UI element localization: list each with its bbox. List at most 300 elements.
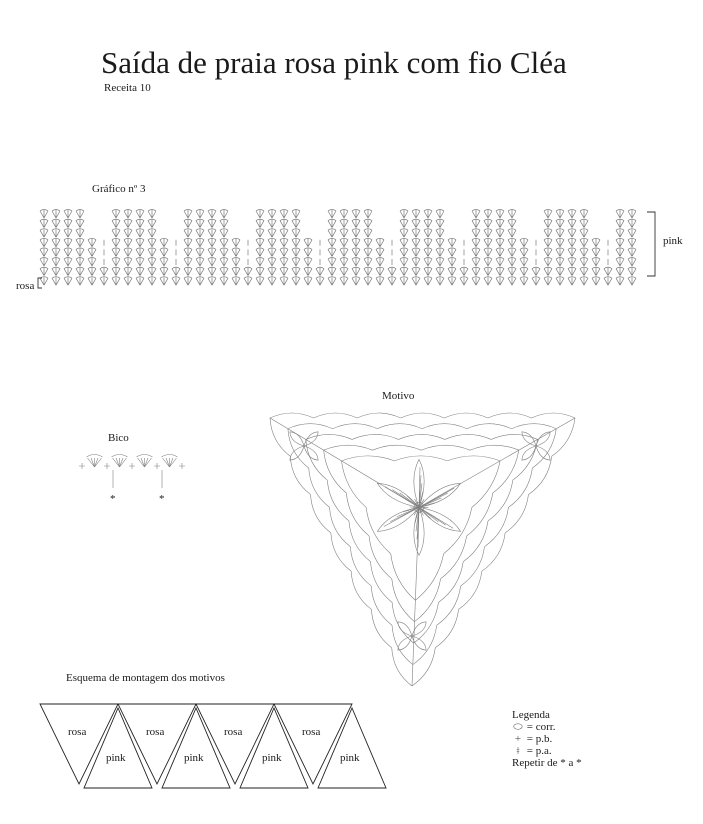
assembly-triangle-down-1 [84, 708, 152, 788]
shell-stitch-mark [184, 238, 192, 247]
shell-stitch-mark [196, 219, 204, 228]
shell-stitch-mark [40, 210, 48, 219]
shell-stitch-mark [220, 238, 228, 247]
shell-stitch-mark [484, 267, 492, 276]
shell-stitch-mark [76, 248, 84, 257]
shell-stitch-mark [112, 277, 120, 286]
shell-stitch-mark [400, 210, 408, 219]
shell-stitch-mark [484, 277, 492, 286]
shell-stitch-mark [196, 248, 204, 257]
chain-arc [422, 424, 467, 429]
shell-stitch-mark [316, 277, 324, 286]
shell-stitch-mark [556, 238, 564, 247]
shell-stitch-mark [616, 248, 624, 257]
shell-stitch-mark [304, 248, 312, 257]
chain-arc [491, 434, 537, 439]
shell-stitch-mark [568, 258, 576, 267]
shell-stitch-mark [148, 210, 156, 219]
shell-stitch-mark [208, 248, 216, 257]
chart-heading: Gráfico nº 3 [92, 183, 146, 195]
shell-stitch-mark [484, 248, 492, 257]
shell-stitch-mark [232, 238, 240, 247]
shell-stitch-mark [52, 219, 60, 228]
shell-stitch-mark [508, 219, 516, 228]
legend-title: Legenda [512, 709, 550, 721]
chain-arc [372, 445, 421, 450]
chain-arc [270, 413, 314, 418]
shell-stitch-mark [424, 238, 432, 247]
shell-stitch-mark [496, 277, 504, 286]
edging-diagram [79, 455, 185, 489]
shell-stitch-mark [412, 238, 420, 247]
shell-stitch-mark [88, 238, 96, 247]
pink-bracket-label: pink [663, 235, 683, 247]
radial-chain-line [419, 418, 575, 507]
shell-stitch-mark [520, 277, 528, 286]
shell-stitch-mark [412, 258, 420, 267]
shell-stitch-mark [376, 248, 384, 257]
shell-stitch-mark [40, 258, 48, 267]
shell-stitch-mark [436, 238, 444, 247]
shell-stitch-mark [184, 248, 192, 257]
shell-stitch-mark [544, 258, 552, 267]
shell-stitch-mark [436, 267, 444, 276]
chain-arc [392, 579, 415, 622]
shell-stitch-mark [76, 210, 84, 219]
chain-arc [352, 434, 398, 439]
fan-stitch-stroke [95, 458, 99, 467]
chain-arc [330, 507, 351, 546]
shell-stitch-mark [64, 229, 72, 238]
fan-stitch-stroke [170, 458, 174, 467]
shell-stitch-mark [268, 229, 276, 238]
shell-stitch-mark [292, 277, 300, 286]
shell-stitch-mark [136, 219, 144, 228]
single-crochet-mark [104, 463, 110, 469]
shell-stitch-mark [328, 210, 336, 219]
shell-stitch-mark [256, 248, 264, 257]
shell-stitch-mark [136, 229, 144, 238]
shell-stitch-mark [112, 238, 120, 247]
shell-stitch-mark [292, 248, 300, 257]
shell-stitch-mark [64, 210, 72, 219]
shell-stitch-mark [352, 267, 360, 276]
shell-stitch-mark [628, 258, 636, 267]
shell-stitch-mark [64, 238, 72, 247]
shell-stitch-mark [112, 229, 120, 238]
fan-top-arc [162, 455, 178, 458]
assembly-label-rosa-1: rosa [68, 726, 87, 738]
shell-stitch-mark [508, 258, 516, 267]
chain-arc [444, 413, 488, 418]
assembly-heading: Esquema de montagem dos motivos [66, 672, 225, 684]
shell-stitch-mark [364, 258, 372, 267]
shell-stitch-mark [496, 248, 504, 257]
shell-stitch-mark [592, 248, 600, 257]
shell-stitch-mark [532, 277, 540, 286]
shell-stitch-mark [184, 258, 192, 267]
shell-stitch-mark [400, 258, 408, 267]
fan-stitch-stroke [113, 458, 120, 467]
shell-stitch-mark [364, 229, 372, 238]
shell-stitch-mark [340, 229, 348, 238]
shell-stitch-mark [112, 267, 120, 276]
page-title: Saída de praia rosa pink com fio Cléa [101, 45, 567, 80]
shell-stitch-mark [184, 219, 192, 228]
shell-stitch-mark [568, 210, 576, 219]
chain-arc [333, 424, 378, 429]
legend [512, 709, 582, 769]
shell-stitch-mark [556, 267, 564, 276]
fan-stitch-stroke [138, 458, 145, 467]
shell-stitch-mark [508, 267, 516, 276]
shell-stitch-mark [448, 267, 456, 276]
shell-stitch-mark [568, 267, 576, 276]
shell-stitch-mark [436, 258, 444, 267]
shell-stitch-mark [616, 210, 624, 219]
shell-stitch-mark [52, 229, 60, 238]
chain-arc [311, 495, 331, 533]
shell-stitch-mark [112, 258, 120, 267]
shell-stitch-mark [88, 267, 96, 276]
fan-stitch-stroke [95, 458, 102, 467]
chain-arc [342, 461, 367, 507]
shell-stitch-mark [292, 210, 300, 219]
chain-arc [467, 424, 512, 429]
shell-stitch-mark [220, 277, 228, 286]
shell-stitch-mark [496, 210, 504, 219]
shell-stitch-mark [256, 258, 264, 267]
shell-stitch-mark [148, 219, 156, 228]
shell-stitch-mark [196, 277, 204, 286]
shell-stitch-mark [580, 258, 588, 267]
assembly-scheme [40, 704, 386, 788]
shell-stitch-mark [508, 277, 516, 286]
shell-stitch-mark [124, 248, 132, 257]
fan-stitch-stroke [91, 458, 95, 467]
shell-stitch-mark [280, 219, 288, 228]
shell-stitch-mark [364, 238, 372, 247]
shell-stitch-mark [244, 277, 252, 286]
chain-arc [438, 562, 463, 603]
shell-stitch-mark [604, 267, 612, 276]
shell-stitch-mark [544, 219, 552, 228]
shell-stitch-mark [568, 277, 576, 286]
shell-stitch-mark [484, 238, 492, 247]
chain-arc [401, 413, 445, 418]
shell-stitch-mark [508, 229, 516, 238]
shell-stitch-mark [76, 238, 84, 247]
chain-arc [441, 536, 467, 579]
shell-stitch-mark [40, 229, 48, 238]
shell-stitch-mark [136, 277, 144, 286]
corner-flower-petal [398, 636, 412, 650]
rosa-bracket [38, 278, 42, 288]
shell-stitch-mark [280, 229, 288, 238]
chain-arc [346, 493, 369, 536]
shell-stitch-mark [148, 229, 156, 238]
shell-stitch-mark [592, 258, 600, 267]
shell-stitch-mark [556, 229, 564, 238]
shell-stitch-mark [448, 238, 456, 247]
shell-stitch-mark [112, 248, 120, 257]
shell-stitch-mark [268, 258, 276, 267]
assembly-label-pink-4: pink [340, 752, 360, 764]
shell-stitch-mark [256, 238, 264, 247]
shell-stitch-mark [136, 248, 144, 257]
shell-stitch-mark [400, 229, 408, 238]
shell-stitch-mark [160, 267, 168, 276]
shell-stitch-mark [568, 219, 576, 228]
chain-arc [290, 456, 310, 494]
motif-triangle-diagram [270, 413, 575, 686]
shell-stitch-mark [508, 238, 516, 247]
shell-stitch-mark [172, 267, 180, 276]
shell-stitch-mark [424, 267, 432, 276]
chain-arc [288, 424, 333, 429]
shell-stitch-mark [208, 267, 216, 276]
shell-stitch-mark [616, 277, 624, 286]
chain-arc [357, 413, 401, 418]
shell-stitch-mark [124, 258, 132, 267]
shell-stitch-mark [328, 219, 336, 228]
chain-arc [398, 434, 444, 439]
shell-stitch-mark [628, 210, 636, 219]
shell-stitch-mark [628, 248, 636, 257]
shell-stitch-mark [52, 238, 60, 247]
shell-stitch-mark [76, 219, 84, 228]
shell-stitch-mark [160, 248, 168, 257]
shell-stitch-mark [268, 248, 276, 257]
shell-stitch-mark [268, 238, 276, 247]
shell-stitch-mark [520, 267, 528, 276]
shell-stitch-mark [616, 229, 624, 238]
shell-stitch-mark [328, 229, 336, 238]
shell-stitch-mark [460, 267, 468, 276]
shell-stitch-mark [292, 238, 300, 247]
shell-stitch-mark [256, 277, 264, 286]
double-crochet-icon: ǂ [516, 745, 520, 757]
shell-stitch-mark [88, 277, 96, 286]
shell-stitch-mark [352, 238, 360, 247]
shell-stitch-mark [556, 258, 564, 267]
shell-stitch-mark [568, 248, 576, 257]
shell-stitch-mark [256, 219, 264, 228]
shell-stitch-mark [292, 258, 300, 267]
shell-stitch-mark [472, 267, 480, 276]
shell-stitch-mark [304, 267, 312, 276]
shell-stitch-mark [184, 210, 192, 219]
shell-stitch-mark [340, 267, 348, 276]
fan-stitch-stroke [120, 458, 127, 467]
shell-stitch-mark [364, 267, 372, 276]
shell-stitch-mark [472, 219, 480, 228]
chain-oval-icon: ⬭ [513, 721, 523, 733]
shell-stitch-mark [508, 210, 516, 219]
shell-stitch-mark [172, 277, 180, 286]
chain-arc [324, 445, 373, 450]
chain-arc [532, 429, 556, 468]
shell-stitch-mark [340, 248, 348, 257]
legend-repeat-note: Repetir de * a * [512, 757, 582, 769]
chain-arc [470, 445, 519, 450]
shell-stitch-mark [208, 258, 216, 267]
shell-stitch-mark [328, 277, 336, 286]
shell-stitch-mark [292, 267, 300, 276]
chain-arc [415, 579, 441, 622]
chain-arc [306, 434, 352, 439]
shell-stitch-mark [136, 258, 144, 267]
shell-stitch-mark [64, 219, 72, 228]
shell-stitch-mark [472, 229, 480, 238]
shell-stitch-mark [184, 277, 192, 286]
shell-stitch-mark [400, 277, 408, 286]
shell-stitch-mark [436, 210, 444, 219]
shell-stitch-mark [364, 219, 372, 228]
shell-stitch-mark [52, 210, 60, 219]
shell-stitch-mark [88, 258, 96, 267]
shell-stitch-mark [40, 219, 48, 228]
shell-stitch-mark [124, 210, 132, 219]
shell-stitch-mark [124, 277, 132, 286]
shell-stitch-mark [280, 267, 288, 276]
shell-stitch-mark [580, 238, 588, 247]
shell-stitch-mark [268, 210, 276, 219]
shell-stitch-mark [376, 258, 384, 267]
shell-stitch-mark [424, 248, 432, 257]
shell-stitch-mark [448, 248, 456, 257]
shell-stitch-mark [424, 277, 432, 286]
shell-stitch-mark [532, 267, 540, 276]
shell-stitch-mark [136, 238, 144, 247]
shell-stitch-mark [352, 277, 360, 286]
chain-arc [467, 493, 493, 536]
shell-stitch-mark [424, 219, 432, 228]
recipe-subtitle: Receita 10 [104, 82, 151, 94]
shell-stitch-mark [328, 238, 336, 247]
corner-flower-petal [522, 432, 536, 446]
shell-stitch-mark [52, 258, 60, 267]
shell-stitch-mark [232, 258, 240, 267]
chain-arc [391, 554, 416, 600]
legend-item-label: = p.b. [526, 733, 553, 745]
fan-stitch-stroke [145, 458, 149, 467]
corner-flower-petal [304, 446, 318, 460]
shell-stitch-mark [388, 277, 396, 286]
motif-heading: Motivo [382, 390, 415, 402]
chain-arc [412, 648, 435, 686]
shell-stitch-mark [256, 267, 264, 276]
chain-arc [394, 456, 447, 461]
chain-arc [493, 450, 519, 493]
fan-stitch-stroke [88, 458, 95, 467]
shell-stitch-mark [148, 267, 156, 276]
repeat-marker-left: * [110, 493, 116, 505]
shell-stitch-mark [412, 229, 420, 238]
fan-stitch-stroke [116, 458, 120, 467]
assembly-triangle-up-1 [40, 704, 118, 784]
single-crochet-mark [179, 463, 185, 469]
shell-stitch-mark [376, 277, 384, 286]
shell-stitch-mark [100, 267, 108, 276]
shell-stitch-mark [76, 229, 84, 238]
shell-stitch-mark [208, 210, 216, 219]
chain-arc [366, 507, 391, 553]
shell-stitch-mark [40, 248, 48, 257]
chain-arc [331, 533, 351, 571]
chain-arc [437, 586, 461, 625]
shell-stitch-mark [484, 210, 492, 219]
fan-stitch-stroke [145, 458, 152, 467]
petal-stitch-line [385, 486, 419, 507]
legend-item-label: = p.a. [526, 745, 552, 757]
fan-top-arc [137, 455, 153, 458]
shell-stitch-mark [448, 277, 456, 286]
shell-stitch-mark [448, 258, 456, 267]
shell-stitch-mark [220, 258, 228, 267]
fan-stitch-stroke [120, 458, 124, 467]
shell-stitch-mark [484, 229, 492, 238]
shell-stitch-mark [556, 219, 564, 228]
shell-stitch-mark [592, 238, 600, 247]
fan-stitch-stroke [163, 458, 170, 467]
shell-stitch-mark [472, 258, 480, 267]
shell-stitch-mark [220, 248, 228, 257]
chain-arc [512, 424, 557, 429]
petal-stitch-line [419, 507, 453, 528]
shell-stitch-mark [220, 229, 228, 238]
shell-stitch-mark [196, 210, 204, 219]
shell-stitch-mark [232, 277, 240, 286]
assembly-triangle-down-2 [162, 708, 230, 788]
shell-stitch-mark [112, 210, 120, 219]
shell-stitch-mark [508, 248, 516, 257]
shell-stitch-mark [436, 229, 444, 238]
shell-stitch-mark [220, 219, 228, 228]
shell-stitch-mark [580, 219, 588, 228]
shell-stitch-mark [616, 219, 624, 228]
shell-stitch-mark [592, 267, 600, 276]
fan-stitch-stroke [170, 458, 177, 467]
shell-stitch-mark [256, 210, 264, 219]
shell-stitch-mark [232, 248, 240, 257]
shell-stitch-mark [184, 229, 192, 238]
shell-stitch-mark [472, 210, 480, 219]
shell-stitch-mark [196, 229, 204, 238]
shell-stitch-mark [388, 267, 396, 276]
shell-stitch-mark [328, 267, 336, 276]
shell-stitch-mark [280, 258, 288, 267]
corner-flower-petal [398, 622, 412, 636]
shell-stitch-mark [340, 238, 348, 247]
shell-stitch-mark [280, 248, 288, 257]
shell-stitch-mark [628, 229, 636, 238]
shell-stitch-mark [412, 248, 420, 257]
chain-arc [459, 571, 482, 609]
shell-stitch-mark [580, 229, 588, 238]
shell-stitch-mark [400, 238, 408, 247]
shell-stitch-mark [292, 229, 300, 238]
chain-arc [447, 456, 500, 461]
stitch-chart [40, 210, 636, 286]
assembly-triangle-up-4 [274, 704, 352, 784]
shell-stitch-mark [544, 277, 552, 286]
shell-stitch-mark [160, 238, 168, 247]
shell-stitch-mark [352, 229, 360, 238]
shell-stitch-mark [76, 267, 84, 276]
shell-stitch-mark [148, 277, 156, 286]
shell-stitch-mark [148, 248, 156, 257]
